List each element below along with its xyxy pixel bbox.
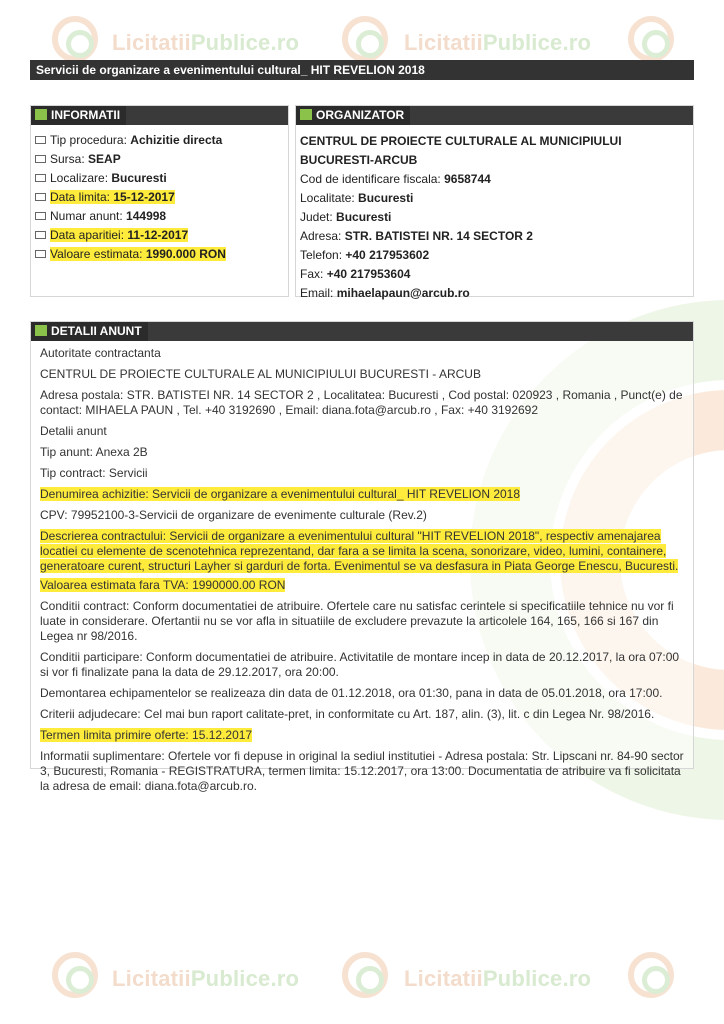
sursa-label: Sursa: — [50, 152, 85, 166]
data-aparitiei-label: Data aparitiei: — [50, 228, 125, 242]
telefon-row — [300, 246, 693, 265]
fax-value: +40 217953604 — [326, 267, 411, 281]
judet-value: Bucuresti — [336, 210, 392, 224]
adresa-label: Adresa: — [300, 229, 342, 243]
document-icon — [35, 212, 46, 220]
detalii-header — [31, 322, 693, 341]
calendar-icon — [35, 231, 46, 239]
data-limita-value: 15-12-2017 — [113, 190, 175, 204]
pin-icon — [35, 174, 46, 182]
denumire-achizitie: Denumirea achizitie: Servicii de organizare a evenimentului cultural_ HIT REVELION 2018 — [40, 487, 521, 501]
cif-value: 9658744 — [444, 172, 491, 186]
calendar-icon — [35, 193, 46, 201]
data-aparitiei-value: 11-12-2017 — [127, 228, 189, 242]
detalii-tag — [31, 322, 148, 341]
criterii-adjudecare: Criterii adjudecare: Cel mai bun raport calitate-pret, in conformitate cu Art. 187, alin. (3), lit. c din Legea Nr. 98/2016. — [40, 707, 655, 721]
building-icon — [300, 109, 312, 120]
watermark-domain: Publice.ro — [190, 30, 300, 55]
informatii-panel — [30, 105, 289, 297]
numar-anunt-row — [35, 207, 288, 226]
email-value: mihaelapaun@arcub.ro — [336, 286, 470, 300]
watermark-domain: Publice.ro — [190, 966, 300, 991]
organizator-name-line2 — [300, 151, 693, 170]
tip-procedura-row — [35, 131, 288, 150]
data-aparitiei-row — [35, 226, 288, 245]
adresa-row — [300, 227, 693, 246]
descriere-contract: Descrierea contractului: Servicii de organizare a evenimentului cultural "HIT REVELION 2018", respectiv amenajarea locatiei cu elemente de scenotehnica reprezentand, dar fara a se limita la scena, sonorizare, video, lumini, containere, generatoare curent, structuri Layher si garduri de forta. Evenimentul se va desfasura in Piata George Enescu, Bucuresti. — [40, 529, 679, 573]
demontare: Demontarea echipamentelor se realizeaza din data de 01.12.2018, ora 01:30, pana in data de 05.01.2018, ora 17:00. — [40, 686, 663, 700]
autoritate-name: CENTRUL DE PROIECTE CULTURALE AL MUNICIPIULUI BUCURESTI - ARCUB — [40, 367, 481, 381]
list-icon — [35, 136, 46, 144]
informatii-header — [31, 106, 288, 125]
data-limita-row — [35, 188, 288, 207]
info-icon — [35, 109, 47, 120]
informatii-tag — [31, 106, 126, 125]
fax-row — [300, 265, 693, 284]
numar-anunt-label: Numar anunt: — [50, 209, 123, 223]
informatii-suplimentare: Informatii suplimentare: Ofertele vor fi depuse in original la sediul institutiei - Adresa postala: Str. Lipscani nr. 84-90 sector 3, Bucuresti, Romania - REGISTRATURA, termen limita: 15.12.2017, ora 13:00. Documentatia de atribuire va fi solicitata la adresa de email: diana.fota@arcub.ro. — [40, 749, 684, 793]
termen-row — [40, 728, 685, 743]
localitate-label: Localitate: — [300, 191, 355, 205]
localizare-label: Localizare: — [50, 171, 109, 185]
valoare-estimata-row — [35, 245, 288, 264]
tip-procedura-label: Tip procedura: — [50, 133, 127, 147]
organizator-tag — [296, 106, 410, 125]
valoare-estimata-value: 1990.000 RON — [145, 247, 226, 261]
localitate-row — [300, 189, 693, 208]
sursa-row — [35, 150, 288, 169]
telefon-label: Telefon: — [300, 248, 343, 262]
autoritate-label: Autoritate contractanta — [40, 346, 161, 360]
localizare-value: Bucuresti — [111, 171, 167, 185]
conditii-participare: Conditii participare: Conform documentatiei de atribuire. Activitatile de montare incep in data de 20.12.2017, la ora 07:00 si vor fi finalizate pana la data de 29.12.2017, ora 20:00. — [40, 650, 680, 679]
localitate-value: Bucuresti — [358, 191, 414, 205]
telefon-value: +40 217953602 — [345, 248, 430, 262]
adresa-value: STR. BATISTEI NR. 14 SECTOR 2 — [344, 229, 533, 243]
page-title: Servicii de organizare a evenimentului cultural_ HIT REVELION 2018 — [30, 60, 694, 80]
watermark-brand: Licitatii — [112, 966, 191, 991]
termen-limita: Termen limita primire oferte: 15.12.2017 — [40, 728, 253, 742]
cpv: CPV: 79952100-3-Servicii de organizare de evenimente culturale (Rev.2) — [40, 508, 427, 522]
fax-label: Fax: — [300, 267, 324, 281]
detalii-panel — [30, 321, 694, 793]
money-icon — [35, 250, 46, 258]
organizator-header — [296, 106, 693, 125]
email-label: Email: — [300, 286, 334, 300]
valoare-row — [40, 578, 685, 593]
cif-label: Cod de identificare fiscala: — [300, 172, 441, 186]
judet-row — [300, 208, 693, 227]
data-limita-label: Data limita: — [50, 190, 111, 204]
valoare-fara-tva: Valoarea estimata fara TVA: 1990000.00 RON — [40, 578, 286, 592]
organizator-panel — [295, 105, 694, 300]
chart-icon — [35, 155, 46, 163]
informatii-title: INFORMATII — [51, 108, 121, 122]
watermark-domain: Publice.ro — [482, 966, 592, 991]
adresa-postala: Adresa postala: STR. BATISTEI NR. 14 SECTOR 2 , Localitatea: Bucuresti , Cod postal: 020923 , Romania , Punct(e) de contact: MIHAELA PAUN , Tel. +40 3192690 , Email: diana.fota@arcub.ro , Fax: +40 3192692 — [40, 388, 683, 417]
tip-contract: Tip contract: Servicii — [40, 466, 148, 480]
organizator-title: ORGANIZATOR — [316, 108, 405, 122]
watermark-brand: Licitatii — [404, 966, 483, 991]
watermark-brand: Licitatii — [112, 30, 191, 55]
tip-procedura-value: Achizitie directa — [130, 133, 223, 147]
numar-anunt-value: 144998 — [126, 209, 167, 223]
email-row — [300, 284, 693, 303]
judet-label: Judet: — [300, 210, 333, 224]
organizator-name-line1 — [300, 132, 693, 151]
tip-anunt: Tip anunt: Anexa 2B — [40, 445, 148, 459]
detalii-title: DETALII ANUNT — [51, 324, 142, 338]
details-icon — [35, 325, 47, 336]
cif-row — [300, 170, 693, 189]
watermark-domain: Publice.ro — [482, 30, 592, 55]
valoare-estimata-label: Valoare estimata: — [50, 247, 143, 261]
watermark-brand: Licitatii — [404, 30, 483, 55]
conditii-contract: Conditii contract: Conform documentatiei de atribuire. Ofertele care nu satisfac cerintele si specificatiile tehnice nu vor fi luate in considerare. Ofertantii nu se vor afla in situatiile de excludere prevazute la articolele 164, 165, 166 si 167 din Legea nr 98/2016. — [40, 599, 674, 643]
denumire-row — [40, 487, 685, 502]
organizator-name-1: CENTRUL DE PROIECTE CULTURALE AL MUNICIPIULUI — [300, 134, 622, 148]
organizator-name-2: BUCURESTI-ARCUB — [300, 153, 418, 167]
sursa-value: SEAP — [88, 152, 121, 166]
localizare-row — [35, 169, 288, 188]
detalii-anunt-label: Detalii anunt — [40, 424, 107, 438]
descriere-row — [40, 529, 685, 574]
